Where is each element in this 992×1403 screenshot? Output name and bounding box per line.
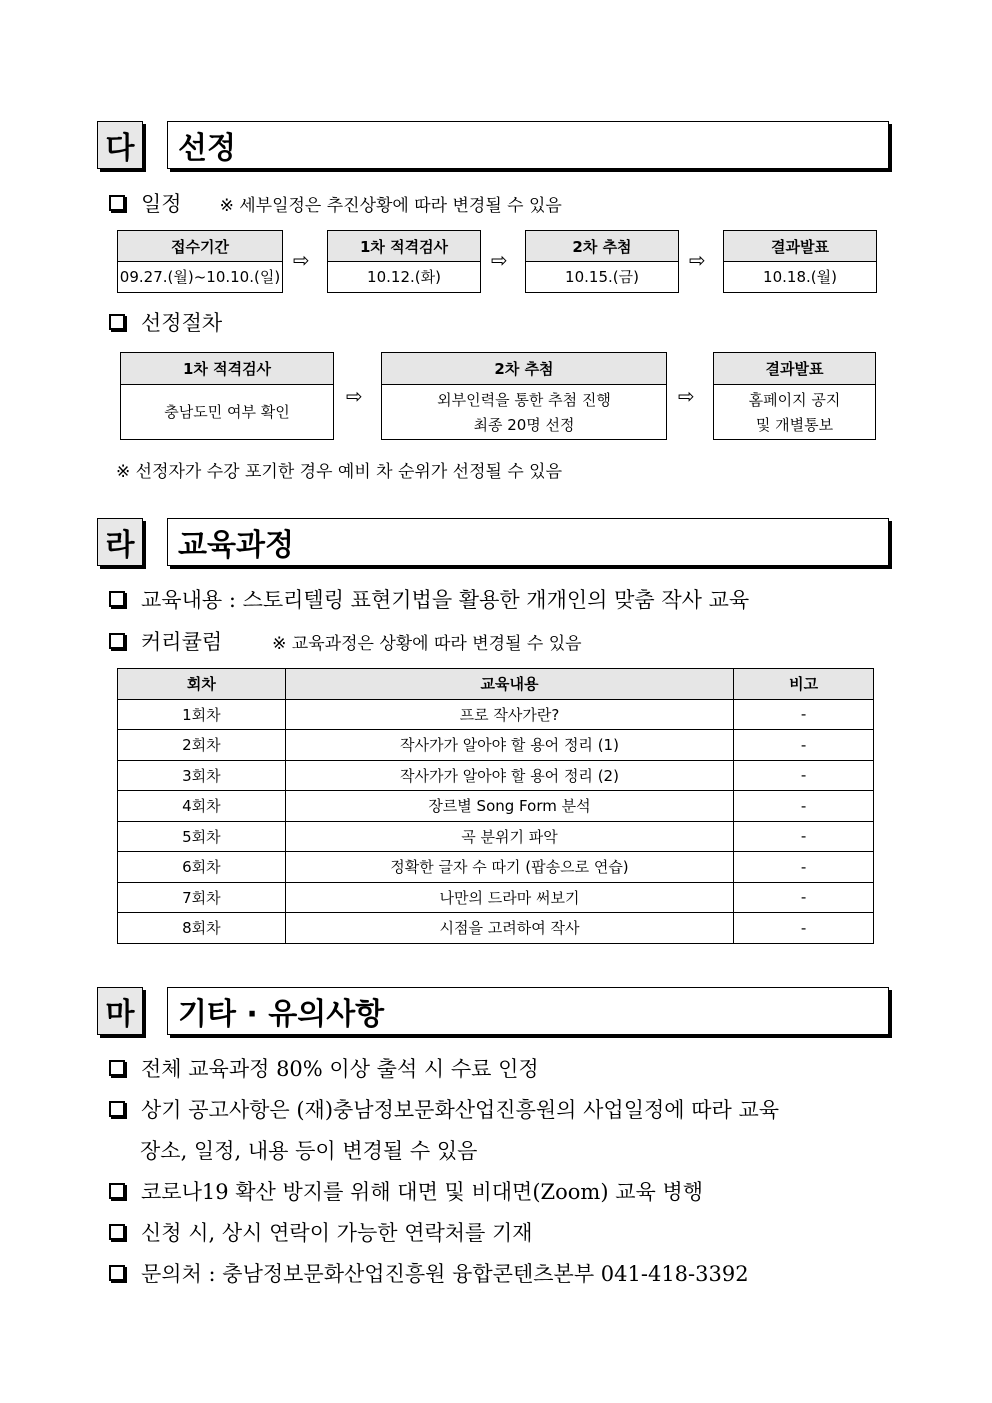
cell-remark: - [734, 913, 874, 944]
procedure-step-2-line-2: 최종 20명 선정 [473, 415, 575, 434]
schedule-step-1 [117, 230, 283, 293]
cell-remark: - [734, 730, 874, 761]
checkbox-bullet-icon [109, 314, 125, 330]
header-content: 교육내용 [285, 669, 733, 700]
table-row [118, 821, 874, 852]
curriculum-note: ※ 교육과정은 상황에 따라 변경될 수 있음 [272, 633, 582, 654]
notice-item-text: 상기 공고사항은 (재)충남정보문화산업진흥원의 사업일정에 따라 교육 [141, 1098, 780, 1122]
cell-content: 나만의 드라마 써보기 [285, 882, 733, 913]
checkbox-bullet-icon [109, 1265, 125, 1281]
schedule-step-3 [525, 230, 679, 293]
notice-item-text: 코로나19 확산 방지를 위해 대면 및 비대면(Zoom) 교육 병행 [141, 1180, 704, 1204]
checkbox-bullet-icon [109, 1060, 125, 1076]
table-row [118, 913, 874, 944]
cell-session: 5회차 [118, 821, 286, 852]
procedure-step-2-line-1: 외부인력을 통한 추첨 진행 [437, 390, 611, 409]
section-ra-letter: 라 [97, 518, 143, 566]
arrow-right-icon: ⇨ [678, 384, 695, 408]
cell-remark: - [734, 760, 874, 791]
cell-session: 3회차 [118, 760, 286, 791]
schedule-step-2-head: 1차 적격검사 [328, 231, 480, 262]
schedule-step-1-body: 09.27.(월)~10.10.(일) [119, 268, 281, 286]
curriculum-bullet [107, 626, 582, 656]
curriculum-label: 커리큘럼 [141, 630, 223, 654]
cell-remark: - [734, 882, 874, 913]
notice-item [107, 1094, 779, 1124]
content-line: 교육내용 : 스토리텔링 표현기법을 활용한 개개인의 맞춤 작사 교육 [141, 588, 750, 612]
procedure-step-2 [381, 352, 667, 440]
procedure-step-1-head: 1차 적격검사 [121, 353, 333, 385]
checkbox-bullet-icon [109, 1101, 125, 1117]
checkbox-bullet-icon [109, 1224, 125, 1240]
schedule-step-2 [327, 230, 481, 293]
checkbox-bullet-icon [109, 633, 125, 649]
schedule-step-4-head: 결과발표 [724, 231, 876, 262]
cell-session: 2회차 [118, 730, 286, 761]
notice-item [107, 1258, 749, 1288]
notice-item-text: 신청 시, 상시 연락이 가능한 연락처를 기재 [141, 1221, 533, 1245]
table-row [118, 791, 874, 822]
cell-session: 8회차 [118, 913, 286, 944]
section-ma-title: 기타 · 유의사항 [167, 987, 889, 1035]
schedule-bullet [107, 188, 562, 218]
cell-session: 4회차 [118, 791, 286, 822]
checkbox-bullet-icon [109, 1183, 125, 1199]
procedure-step-3-line-1: 홈페이지 공지 [748, 390, 841, 409]
checkbox-bullet-icon [109, 591, 125, 607]
arrow-right-icon: ⇨ [491, 248, 508, 272]
notice-item [107, 1217, 533, 1247]
cell-content: 프로 작사가란? [285, 699, 733, 730]
cell-remark: - [734, 852, 874, 883]
procedure-step-1 [120, 352, 334, 440]
procedure-step-3 [713, 352, 876, 440]
notice-item [107, 1053, 539, 1083]
section-da-letter: 다 [97, 121, 143, 169]
schedule-step-4 [723, 230, 877, 293]
header-remark: 비고 [734, 669, 874, 700]
schedule-note: ※ 세부일정은 추진상황에 따라 변경될 수 있음 [219, 195, 562, 216]
table-row [118, 699, 874, 730]
content-bullet [107, 584, 749, 614]
cell-session: 1회차 [118, 699, 286, 730]
notice-item-text: 전체 교육과정 80% 이상 출석 시 수료 인정 [141, 1057, 539, 1081]
procedure-label: 선정절차 [141, 311, 223, 335]
cell-remark: - [734, 699, 874, 730]
table-row [118, 730, 874, 761]
header-session: 회차 [118, 669, 286, 700]
arrow-right-icon: ⇨ [346, 384, 363, 408]
cell-remark: - [734, 821, 874, 852]
schedule-step-3-head: 2차 추첨 [526, 231, 678, 262]
cell-content: 작사가가 알아야 할 용어 정리 (1) [285, 730, 733, 761]
notice-item-text: 문의처 : 충남정보문화산업진흥원 융합콘텐츠본부 041-418-3392 [141, 1262, 749, 1286]
schedule-step-1-head: 접수기간 [118, 231, 282, 262]
table-row [118, 760, 874, 791]
cell-content: 곡 분위기 파악 [285, 821, 733, 852]
curriculum-table [117, 668, 874, 944]
table-header-row [118, 669, 874, 700]
section-da-title: 선정 [167, 121, 889, 169]
schedule-step-3-body: 10.15.(금) [565, 268, 639, 286]
cell-session: 7회차 [118, 882, 286, 913]
table-row [118, 852, 874, 883]
procedure-bullet [107, 307, 222, 337]
procedure-step-3-line-2: 및 개별통보 [755, 415, 834, 434]
schedule-step-4-body: 10.18.(월) [763, 268, 837, 286]
notice-item [107, 1176, 703, 1206]
notice-item-continuation: 장소, 일정, 내용 등이 변경될 수 있음 [140, 1139, 478, 1163]
arrow-right-icon: ⇨ [293, 248, 310, 272]
cell-content: 시점을 고려하여 작사 [285, 913, 733, 944]
cell-session: 6회차 [118, 852, 286, 883]
section-ma-letter: 마 [97, 987, 143, 1035]
section-ra-title: 교육과정 [167, 518, 889, 566]
checkbox-bullet-icon [109, 195, 125, 211]
cell-content: 장르별 Song Form 분석 [285, 791, 733, 822]
procedure-note: ※ 선정자가 수강 포기한 경우 예비 차 순위가 선정될 수 있음 [116, 462, 562, 482]
cell-remark: - [734, 791, 874, 822]
table-row [118, 882, 874, 913]
schedule-label: 일정 [141, 192, 182, 216]
procedure-step-3-head: 결과발표 [714, 353, 875, 385]
arrow-right-icon: ⇨ [689, 248, 706, 272]
schedule-step-2-body: 10.12.(화) [367, 268, 441, 286]
procedure-step-2-head: 2차 추첨 [382, 353, 666, 385]
procedure-step-1-line-1: 충남도민 여부 확인 [164, 403, 290, 421]
cell-content: 작사가가 알아야 할 용어 정리 (2) [285, 760, 733, 791]
cell-content: 정확한 글자 수 따기 (팝송으로 연습) [285, 852, 733, 883]
